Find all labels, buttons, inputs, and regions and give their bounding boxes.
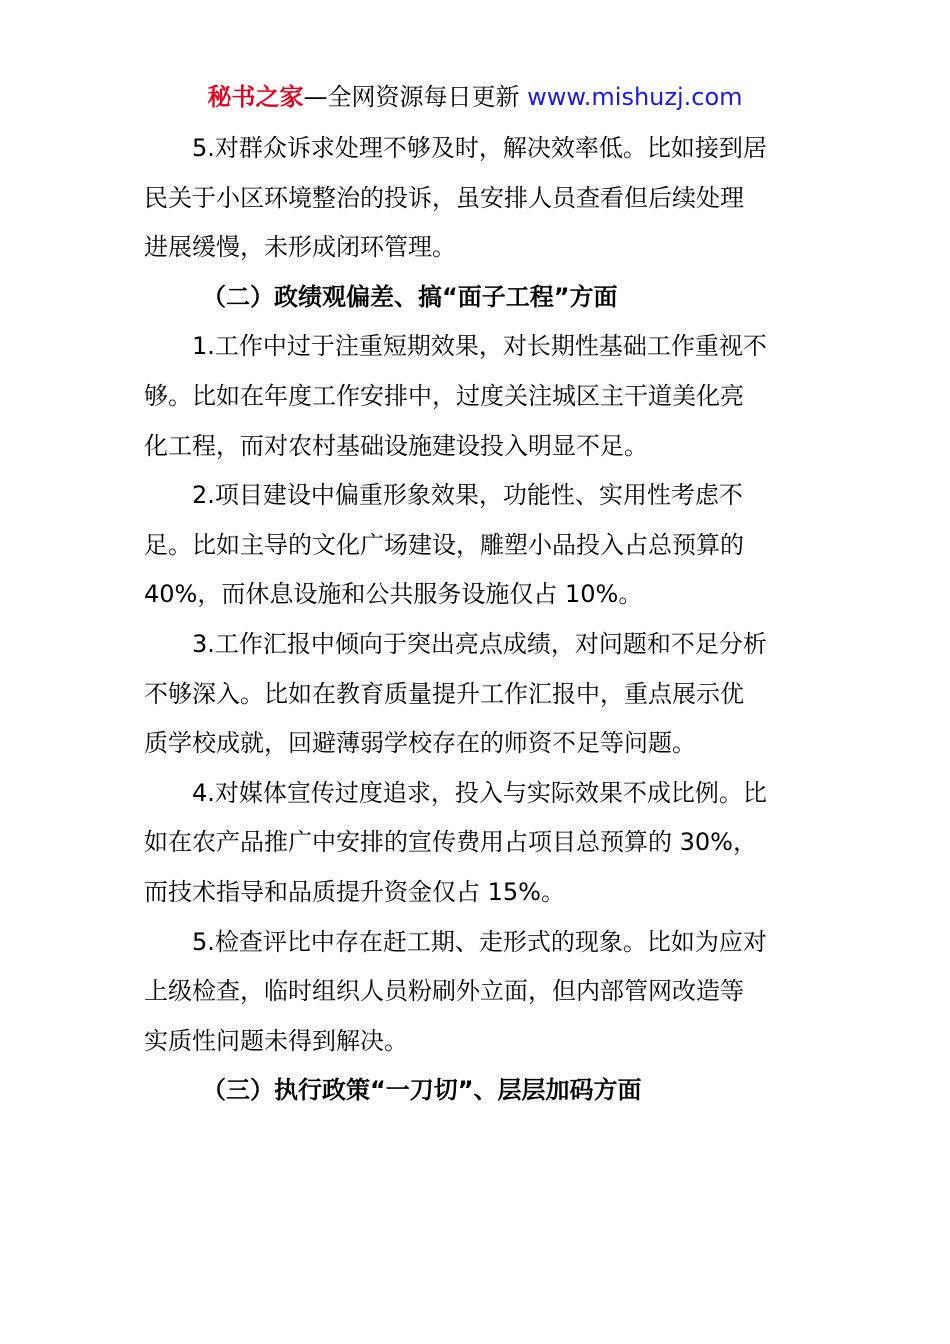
page-header: [0, 80, 950, 114]
paragraph-item-5-inspection: 5.检查评比中存在赶工期、走形式的现象。比如为应对 上级检查，临时组织人员粉刷外立面，但内部管网改造等 实质性问题未得到解决。: [144, 927, 767, 1055]
paragraph-item-3: 3.工作汇报中倾向于突出亮点成绩，对问题和不足分析 不够深入。比如在教育质量提升工作汇报中，重点展示优 质学校成就，回避薄弱学校存在的师资不足等问题。: [144, 629, 767, 758]
brand-name: 秘书之家: [207, 83, 304, 111]
section-heading-2: （二）政绩观偏差、搞“面子工程”方面: [202, 282, 618, 311]
paragraph-item-4: 4.对媒体宣传过度追求，投入与实际效果不成比例。比 如在农产品推广中安排的宣传费用占项目总预算的 30%， 而技术指导和品质提升资金仅占 15%。: [144, 778, 767, 906]
paragraph-item-5-response: 5.对群众诉求处理不够及时，解决效率低。比如接到居 民关于小区环境整治的投诉，虽安排人员查看但后续处理 进展缓慢，未形成闭环管理。: [144, 134, 767, 262]
document-body: [144, 124, 812, 1116]
section-heading-3: （三）执行政策“一刀切”、层层加码方面: [202, 1076, 642, 1105]
paragraph-item-2: 2.项目建设中偏重形象效果，功能性、实用性考虑不 足。比如主导的文化广场建设，雕塑小品投入占总预算的 40%，而休息设施和公共服务设施仅占 10%。: [144, 481, 744, 609]
paragraph-item-1: 1.工作中过于注重短期效果，对长期性基础工作重视不 够。比如在年度工作安排中，过度关注城区主干道美化亮 化工程，而对农村基础设施建设投入明显不足。: [144, 332, 767, 460]
header-tagline: —全网资源每日更新: [303, 83, 520, 111]
header-url[interactable]: www.mishuzj.com: [527, 83, 743, 111]
